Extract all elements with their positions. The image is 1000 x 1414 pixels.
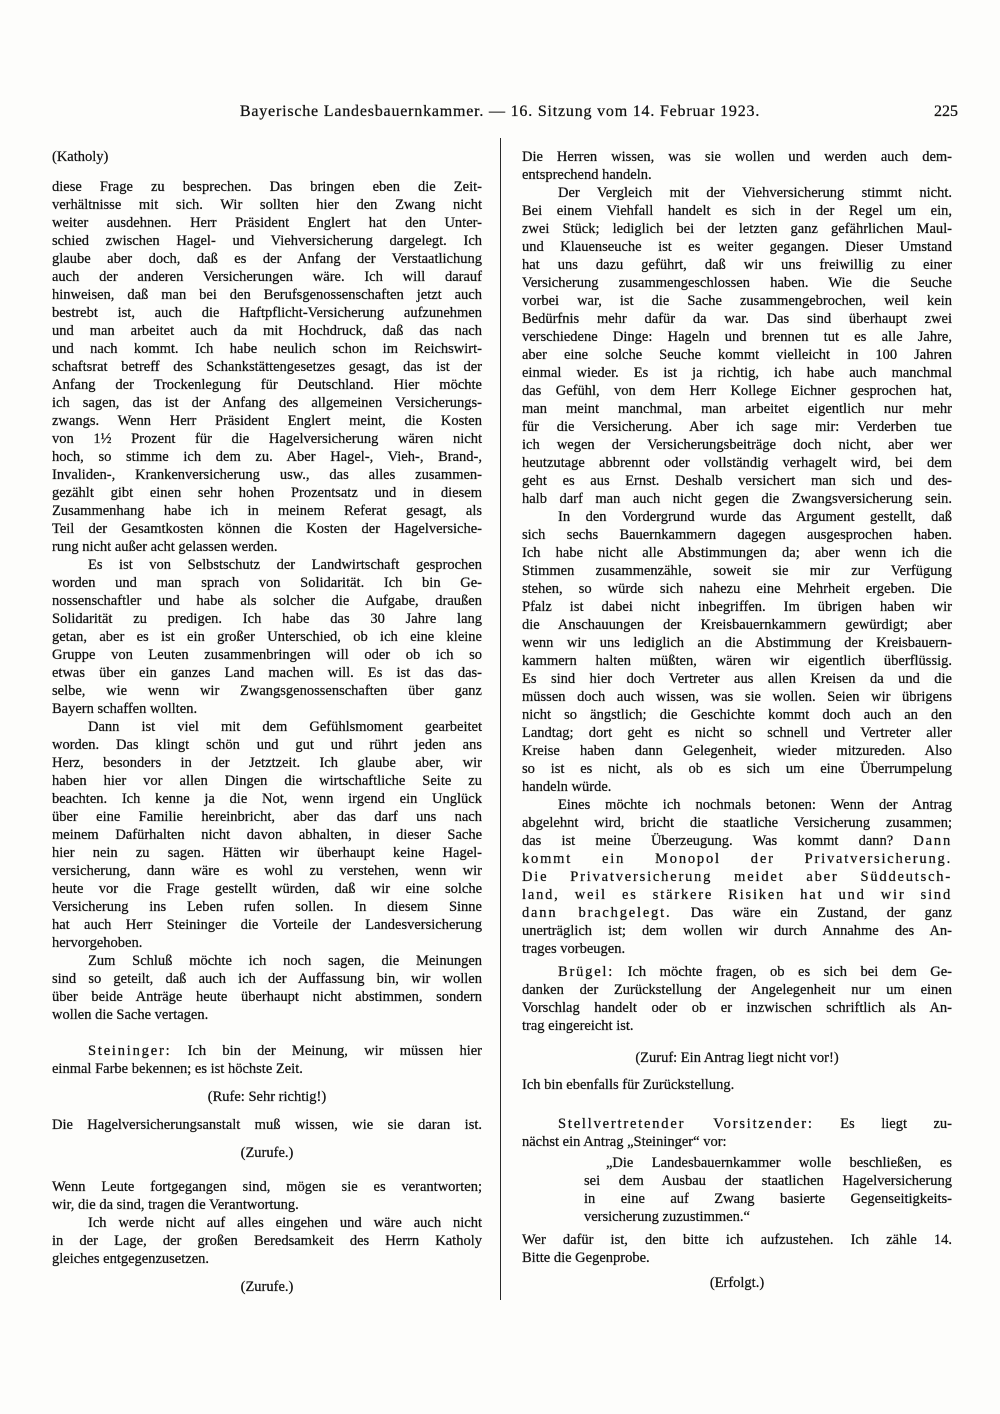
text-line: Zusammenhang habe ich in meinem Referat gesagt, als (52, 503, 482, 519)
text-line: zwei Stück; lediglich bei der letzten ganz gefährlichen Maul- (522, 221, 952, 237)
text-line: Landtag; dort geht es nicht so schnell und Vertreter aller (522, 725, 952, 741)
text-line: Gruppe von Leuten zusammenbringen will oder ob ich so (52, 647, 482, 663)
running-title: Bayerische Landesbauernkammer. — 16. Sitzung vom 14. Februar 1923. (239, 103, 761, 120)
statement (52, 1116, 482, 1134)
text-line: beachten. Ich kenne ja die Not, wenn irgend ein Unglück (52, 791, 482, 807)
text-line: weiter ausdehnen. Herr Präsident Englert hat den Unter- (52, 215, 482, 231)
text-line: worden. Das klingt schön und gut und rührt jeden ans (52, 737, 482, 753)
emphasized-text-line: Die Privatversicherung meidet aber Süddeutsch- (522, 869, 952, 885)
text-line: handeln würde. (522, 779, 612, 795)
text-line: die Anschauungen der Kreisbauernkammern gewürdigt; aber (522, 617, 952, 633)
text-line: Ich habe nicht alle Abstimmungen da; aber wenn ich die (522, 545, 952, 561)
text-line: Wenn Leute fortgegangen sind, mögen sie es verantworten; (52, 1179, 482, 1195)
text-line: Die Herren wissen, was sie wollen und werden auch dem- (522, 149, 952, 165)
motion-quote (584, 1154, 952, 1226)
speaker-label (52, 148, 482, 166)
speaker-name: Brügel: (558, 964, 615, 980)
text-line: versicherung, dann wäre es wohl zu verstehen, wenn wir (52, 863, 482, 879)
text-line: „Die Landesbauernkammer wolle beschließen, es (606, 1155, 952, 1171)
emphasized-text: Dann (913, 833, 952, 849)
text-line: heutzutage abbrennt oder vollständig verhagelt wird, bei dem (522, 455, 952, 471)
emphasized-text: dann brachgelegt. (522, 905, 672, 921)
interjection (52, 1144, 482, 1162)
interjection-text: (Rufe: Sehr richtig!) (207, 1089, 327, 1105)
text-line: nächst ein Antrag „Steininger“ vor: (522, 1134, 727, 1150)
text-line: entsprechend handeln. (522, 167, 652, 183)
paragraph (52, 178, 482, 556)
speech-text: Ich möchte fragen, ob es sich bei dem Ge- (627, 964, 953, 980)
interjection-text: (Zuruf: Ein Antrag liegt nicht vor!) (635, 1050, 839, 1066)
text-line: zwangs. Wenn Herr Präsident Englert meint, die Kosten (52, 413, 482, 429)
text-line: über beide Anträge heute überhaupt nicht abstimmen, sondern (52, 989, 482, 1005)
text-line: sich sechs Bauernkammern dagegen ausgesprochen haben. (522, 527, 952, 543)
text-line: hat uns dazu geführt, daß wir uns freiwillig zu einer (522, 257, 952, 273)
paragraph (52, 1178, 482, 1214)
text-line: nossenschaftler und habe als solcher die Aufgabe, draußen (52, 593, 482, 609)
text-line: Anfang der Trockenlegung für Deutschland. Hier möchte (52, 377, 482, 393)
text-line: danken der Zurückstellung der Angelegenheit nur um einen (522, 982, 952, 998)
text-line: geht es aus Ernst. Deshalb versichert man sich und des- (522, 473, 952, 489)
text-line: und Klauenseuche ist es weiter gegangen. Dieser Umstand (522, 239, 952, 255)
text-line: sind so geteilt, daß auch ich der Auffassung bin, wir wollen (52, 971, 482, 987)
text-line: abgelehnt wird, bricht die staatliche Versicherung zusammen; (522, 815, 952, 831)
text-segment: das ist meine Überzeugung. Was kommt dann? (522, 833, 894, 849)
text-line: trag eingereicht ist. (522, 1018, 634, 1034)
text-line: von 1½ Prozent für die Hagelversicherung wären nicht (52, 431, 482, 447)
text-line: glaube aber doch, daß es der Anfang der Verstaatlichung (52, 251, 482, 267)
text-line: müssen doch auch wissen, was sie wollen. Seien wir übrigens (522, 689, 952, 705)
bruegel-speech (522, 963, 952, 1035)
interjection-text: (Erfolgt.) (709, 1275, 765, 1291)
text-line: Ich bin ebenfalls für Zurückstellung. (522, 1077, 735, 1093)
text-line: schied zwischen Hagel- und Viehversicherung dargelegt. Ich (52, 233, 482, 249)
chair-speech (522, 1115, 952, 1151)
text-line: verschiedene Dinge: Hageln und brennen tut es alle Jahre, (522, 329, 952, 345)
text-line: das Gefühl, von dem Herr Kollege Eichner gesprochen hat, (522, 383, 952, 399)
text-line: Stimmen zusammenzähle, soweit sie mir zur Verfügung (522, 563, 952, 579)
katholy-speech (52, 178, 482, 1024)
paragraph (522, 148, 952, 184)
text-line: vorbei war, ist die Sache zusammengebrochen, weil kein (522, 293, 952, 309)
emphasized-text-line: land, weil es stärkere Risiken hat und wir sind (522, 887, 952, 903)
text-line: wenn wir uns lediglich an die Abstimmung der Kreisbauern- (522, 635, 952, 651)
text-line: für die Versicherung. Aber ich sage mir: Verderben tue (522, 419, 952, 435)
interjection-text: (Zurufe.) (240, 1279, 294, 1295)
text-line: Es sind hier doch Vertreter aus allen Kreisen da und die (522, 671, 952, 687)
text-line (52, 1042, 482, 1060)
text-line: In den Vordergrund wurde das Argument gestellt, daß (558, 509, 952, 525)
vote-call (522, 1231, 952, 1267)
text-line: man meint manchmal, man arbeitet eigentlich nur mehr (522, 401, 952, 417)
text-line: und man arbeitet auch da mit Hochdruck, daß das nach (52, 323, 482, 339)
text-line: in eine auf Zwang basierte Gegenseitigkeits- (584, 1191, 952, 1207)
text-line: Zum Schluß möchte ich noch sagen, die Meinungen (88, 953, 482, 969)
text-line: sei dem Ausbau der staatlichen Hagelversicherung (584, 1173, 952, 1189)
text-line: Herz, besonders in der Jetztzeit. Ich glaube aber, wir (52, 755, 482, 771)
text-line (522, 1115, 952, 1133)
text-line: meinem Dafürhalten nicht davon abhalten, in dieser Sache (52, 827, 482, 843)
text-line: einmal Farbe bekennen; es ist höchste Zeit. (52, 1061, 303, 1077)
text-line: Bei einem Viehfall handelt es sich in der Regel um ein, (522, 203, 952, 219)
text-line (522, 832, 952, 850)
text-line: Bedürfnis mehr dafür da war. Das sind überhaupt zwei (522, 311, 952, 327)
text-line: Teil der Gesamtkosten können die Kosten der Hagelversiche- (52, 521, 482, 537)
text-line: Es ist von Selbstschutz der Landwirtschaft gesprochen (88, 557, 482, 573)
interjection (52, 1088, 482, 1106)
text-line: Dann ist viel mit dem Gefühlsmoment gearbeitet (88, 719, 482, 735)
paragraph (522, 796, 952, 958)
speaker-label-text: (Katholy) (52, 149, 109, 165)
steininger-continued (52, 1178, 482, 1268)
text-line: trages vorbeugen. (522, 941, 626, 957)
speaker-name: Steininger: (88, 1043, 172, 1059)
text-line: wollen die Sache vertagen. (52, 1007, 209, 1023)
text-line: halb darf man auch nicht gegen die Zwangsversicherung sein. (522, 491, 952, 507)
vote-result (522, 1274, 952, 1292)
paragraph (522, 508, 952, 796)
text-line: nicht so ängstlich; die Geschichte kommt doch auch an den (522, 707, 952, 723)
text-line: Die Hagelversicherungsanstalt muß wissen, wie sie daran ist. (52, 1117, 482, 1133)
paragraph (52, 556, 482, 718)
text-line: gleiches entgegenzusetzen. (52, 1251, 210, 1267)
text-line: diese Frage zu besprechen. Das bringen eben die Zeit- (52, 179, 482, 195)
text-line: hervorgehoben. (52, 935, 143, 951)
text-line: ich sagen, das ist der Anfang des allgemeinen Versicherungs- (52, 395, 482, 411)
steininger-speech-right (522, 148, 952, 958)
column-divider (500, 138, 501, 1300)
text-line: verhältnisse mit sich. Wir sollten hier den Zwang nicht (52, 197, 482, 213)
text-line: versicherung zuzustimmen.“ (584, 1209, 750, 1225)
speech-text: Es liegt zu- (840, 1116, 952, 1132)
paragraph (522, 184, 952, 508)
text-line: Solidarität zu predigen. Ich habe das 30 Jahre lang (52, 611, 482, 627)
text-line: selbe, wie wenn wir Zwangsgenossenschaften über ganz (52, 683, 482, 699)
text-line: heute vor die Frage gestellt würden, daß wir eine solche (52, 881, 482, 897)
text-line (522, 904, 952, 922)
text-line: worden und man sprach von Solidarität. Ich bin Ge- (52, 575, 482, 591)
text-line: Kreise haben dann Gelegenheit, wieder mitzureden. Also (522, 743, 952, 759)
text-line: Versicherung ins Leben rufen sollen. In diesem Sinne (52, 899, 482, 915)
text-line: stehen, so würde sich nahezu eine Mehrheit ergeben. Die (522, 581, 952, 597)
text-line: Versicherung zusammengeschlossen haben. Wie die Seuche (522, 275, 952, 291)
text-line: etwas über ein ganzes Land machen will. Es ist das das- (52, 665, 482, 681)
paragraph (52, 952, 482, 1024)
text-line: ich wegen der Versicherungsbeiträge doch nicht, aber wer (522, 437, 952, 453)
text-line: bestrebt ist, auch die Haftpflicht-Versicherung aufzunehmen (52, 305, 482, 321)
text-line: über eine Familie hereinbricht, aber das darf uns nach (52, 809, 482, 825)
text-line: gezählt gibt einen sehr hohen Prozentsatz und in diesem (52, 485, 482, 501)
text-line: Bayern schaffen wollten. (52, 701, 198, 717)
text-line: Ich werde nicht auf alles eingehen und wäre auch nicht (88, 1215, 482, 1231)
text-line: unerträglich ist; dem wollen wir durch Annahme des An- (522, 923, 952, 939)
paragraph (52, 1214, 482, 1268)
text-line: auch der anderen Versicherungen wäre. Ich will darauf (52, 269, 482, 285)
text-line: so ist es nicht, als ob es sich um eine Überrumpelung (522, 761, 952, 777)
text-line: hier nein zu sagen. Hätten wir überhaupt keine Hagel- (52, 845, 482, 861)
text-line: in der Lage, der großen Beredsamkeit des Herrn Katholy (52, 1233, 482, 1249)
text-line: hoch, so stimme ich dem zu. Aber Hagel-, Vieh-, Brand-, (52, 449, 482, 465)
text-line: und nach kommt. Ich habe neulich schon im Reichswirt- (52, 341, 482, 357)
text-line: schaftsrat betreff des Schankstättengesetzes gesagt, das ist der (52, 359, 482, 375)
text-line: Invaliden-, Krankenversicherung usw., das alles zusammen- (52, 467, 482, 483)
text-line: rung nicht außer acht gelassen werden. (52, 539, 278, 555)
text-line: kammern halten müßten, wären wir eigentlich überflüssig. (522, 653, 952, 669)
text-segment: Das wäre ein Zustand, der ganz (690, 905, 952, 921)
paragraph (52, 718, 482, 952)
text-line: einmal wieder. Es ist ja richtig, ich habe auch manchmal (522, 365, 952, 381)
text-line (522, 963, 952, 981)
interjection-text: (Zurufe.) (240, 1145, 294, 1161)
interjection (522, 1049, 952, 1067)
speaker-name: Stellvertretender Vorsitzender: (558, 1116, 814, 1132)
text-line: hinweisen, daß man bei den Berufsgenossenschaften jetzt auch (52, 287, 482, 303)
text-line: Eines möchte ich nochmals betonen: Wenn der Antrag (558, 797, 952, 813)
text-line: haben hier vor allen Dingen die wirtschaftliche Seite zu (52, 773, 482, 789)
emphasized-text-line: kommt ein Monopol der Privatversicherung. (522, 851, 952, 867)
text-line: getan, aber es ist ein großer Unterschied, ob ich eine kleine (52, 629, 482, 645)
text-line: Wer dafür ist, den bitte ich aufzustehen. Ich zähle 14. (522, 1232, 952, 1248)
text-line: wir, die da sind, tragen die Verantwortung. (52, 1197, 299, 1213)
text-line: aber eine solche Seuche kommt vielleicht in 100 Jahren (522, 347, 952, 363)
text-line: Vorschlag handelt oder ob er inzwischen schriftlich als An- (522, 1000, 952, 1016)
text-line: Der Vergleich mit der Viehversicherung stimmt nicht. (558, 185, 952, 201)
speech-text: Ich bin der Meinung, wir müssen hier (187, 1043, 482, 1059)
text-line: hat auch Herr Steininger die Vorteile der Landesversicherung (52, 917, 482, 933)
text-line: Pfalz ist dabei nicht inbegriffen. Im übrigen haben wir (522, 599, 952, 615)
text-line: Bitte die Gegenprobe. (522, 1250, 650, 1266)
steininger-speech (52, 1042, 482, 1078)
page-number: 225 (934, 103, 958, 120)
bruegel-continued (522, 1076, 952, 1094)
interjection (52, 1278, 482, 1296)
